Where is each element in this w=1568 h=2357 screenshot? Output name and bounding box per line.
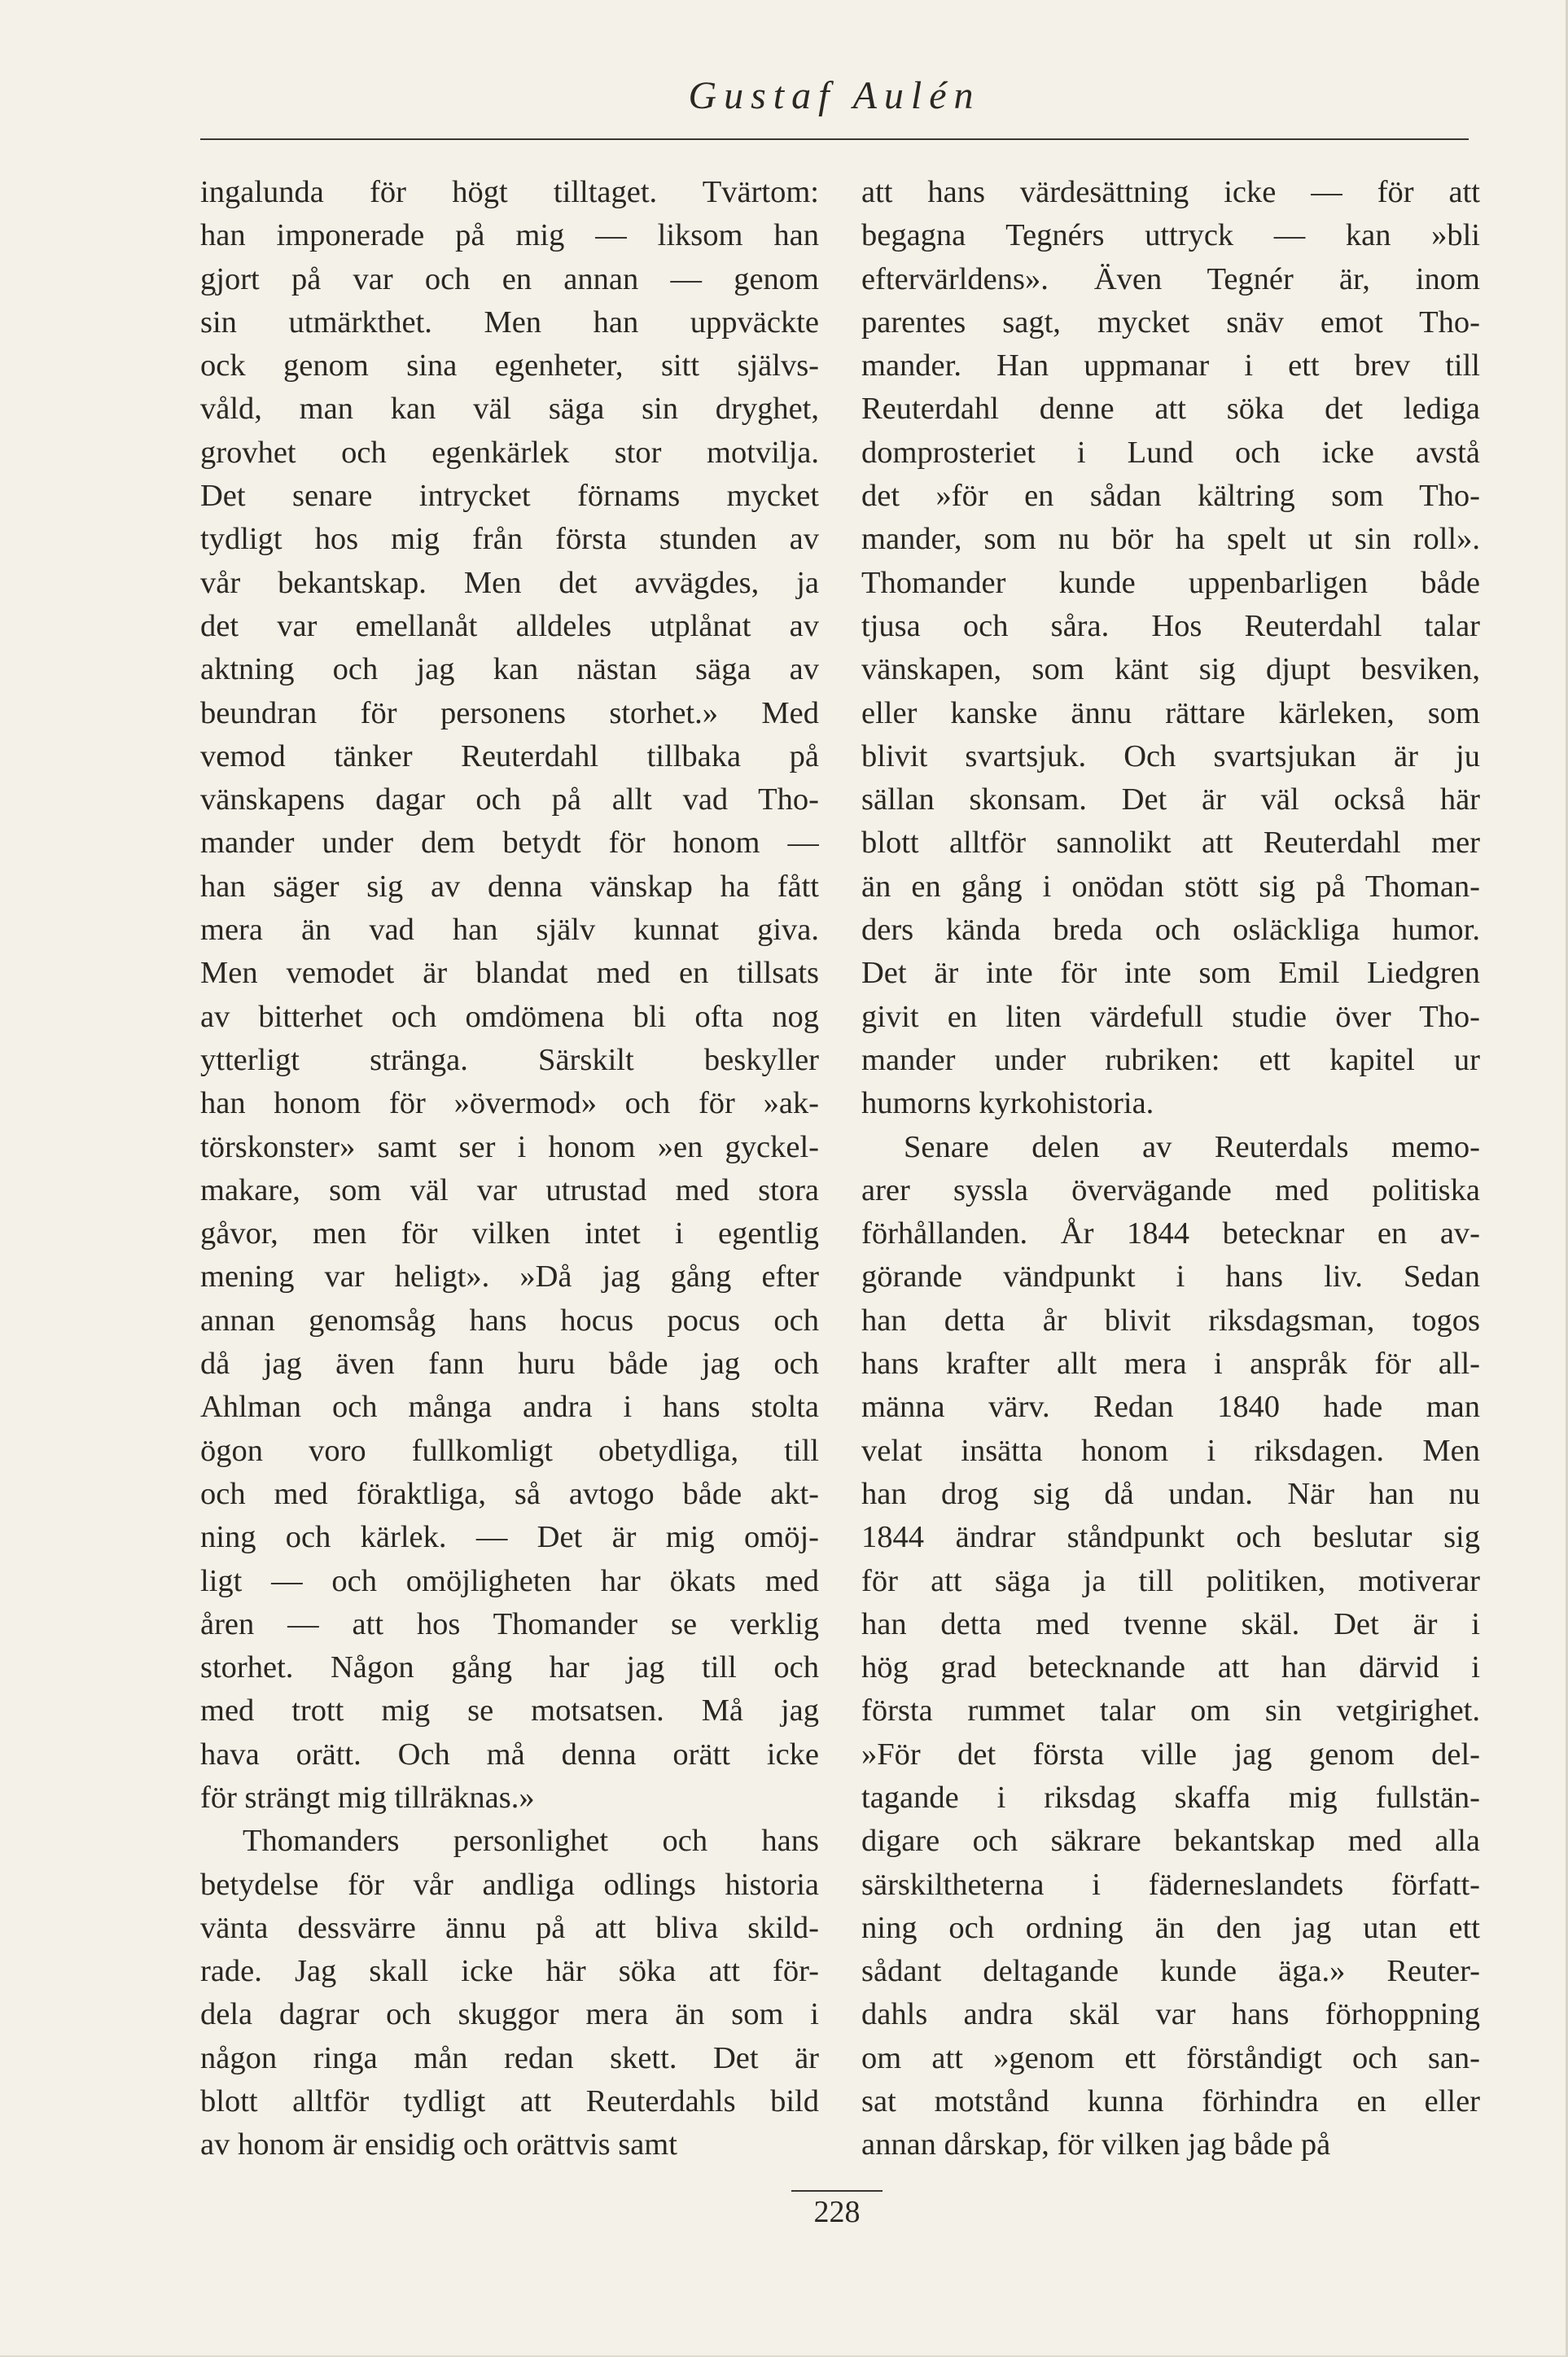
text-line: vänta dessvärre ännu på att bliva skild- <box>200 1910 819 1945</box>
text-line: Men vemodet är blandat med en tillsats <box>200 956 819 991</box>
text-line: humorns kyrkohistoria. <box>861 1086 1154 1121</box>
text-line: gjort på var och en annan — genom <box>200 261 819 296</box>
text-line: makare, som väl var utrustad med stora <box>200 1172 819 1207</box>
text-line: grovhet och egenkärlek stor motvilja. <box>200 435 819 470</box>
text-line: han säger sig av denna vänskap ha fått <box>200 869 819 904</box>
text-line: ock genom sina egenheter, sitt självs- <box>200 348 819 383</box>
page-number: 228 <box>791 2190 883 2232</box>
text-line: hans krafter allt mera i anspråk för all- <box>861 1347 1480 1382</box>
text-line: av honom är ensidig och orättvis samt <box>200 2127 677 2162</box>
text-line: dahls andra skäl var hans förhoppning <box>861 1997 1480 2032</box>
text-line: parentes sagt, mycket snäv emot Tho- <box>861 304 1480 340</box>
text-line: det var emellanåt alldeles utplånat av <box>200 608 819 643</box>
text-line: än en gång i onödan stött sig på Thoman- <box>861 869 1480 904</box>
text-line: ytterligt stränga. Särskilt beskyller <box>200 1042 819 1077</box>
text-line: Thomander kunde uppenbarligen både <box>861 565 1480 600</box>
text-line: arer syssla övervägande med politiska <box>861 1172 1480 1207</box>
text-line: tjusa och såra. Hos Reuterdahl talar <box>861 608 1480 643</box>
text-line: han detta med tvenne skäl. Det är i <box>861 1606 1480 1641</box>
text-line: vemod tänker Reuterdahl tillbaka på <box>200 738 819 773</box>
text-line: storhet. Någon gång har jag till och <box>200 1650 819 1685</box>
text-line: mander, som nu bör ha spelt ut sin roll». <box>861 522 1480 557</box>
text-line: betydelse för vår andliga odlings historia <box>200 1867 819 1902</box>
text-line: blivit svartsjuk. Och svartsjukan är ju <box>861 738 1480 773</box>
text-line: rade. Jag skall icke här söka att för- <box>200 1954 819 1989</box>
text-line: digare och säkrare bekantskap med alla <box>861 1824 1480 1859</box>
text-line: vår bekantskap. Men det avvägdes, ja <box>200 565 819 600</box>
text-line: våld, man kan väl säga sin dryghet, <box>200 392 819 427</box>
text-line: 1844 ändrar ståndpunkt och beslutar sig <box>861 1520 1480 1555</box>
text-line: och med föraktliga, så avtogo både akt- <box>200 1476 819 1511</box>
text-line: domprosteriet i Lund och icke avstå <box>861 435 1480 470</box>
text-line: ingalunda för högt tilltaget. Tvärtom: <box>200 175 819 209</box>
text-line: annan genomsåg hans hocus pocus och <box>200 1303 819 1338</box>
text-line: hög grad betecknande att han därvid i <box>861 1650 1480 1685</box>
text-line: dela dagrar och skuggor mera än som i <box>200 1997 819 2032</box>
text-line: då jag även fann huru både jag och <box>200 1347 819 1382</box>
text-line: görande vändpunkt i hans liv. Sedan <box>861 1260 1480 1295</box>
text-line: särskiltheterna i fäderneslandets författ- <box>861 1867 1480 1902</box>
text-line: för strängt mig tillräknas.» <box>200 1780 535 1815</box>
text-line: han honom för »övermod» och för »ak- <box>200 1086 819 1121</box>
left-column <box>200 171 819 2167</box>
text-line: ögon voro fullkomligt obetydliga, till <box>200 1433 819 1468</box>
text-line: det »för en sådan kältring som Tho- <box>861 479 1480 514</box>
text-line: blott alltför tydligt att Reuterdahls bild <box>200 2084 819 2119</box>
text-line: Ahlman och många andra i hans stolta <box>200 1390 819 1425</box>
text-line: med trott mig se motsatsen. Må jag <box>200 1693 819 1728</box>
text-line: mening var heligt». »Då jag gång efter <box>200 1260 819 1295</box>
text-line: vänskapen, som känt sig djupt besviken, <box>861 652 1480 687</box>
text-line: han detta år blivit riksdagsman, togos <box>861 1303 1480 1338</box>
text-line: mander under rubriken: ett kapitel ur <box>861 1042 1480 1077</box>
text-line: mander under dem betydt för honom — <box>200 826 819 861</box>
text-line: Reuterdahl denne att söka det lediga <box>861 392 1480 427</box>
text-line: av bitterhet och omdömena bli ofta nog <box>200 999 819 1034</box>
text-line: han drog sig då undan. När han nu <box>861 1476 1480 1511</box>
running-title: Gustaf Aulén <box>688 74 981 117</box>
text-line: velat insätta honom i riksdagen. Men <box>861 1433 1480 1468</box>
text-line: sådant deltagande kunde äga.» Reuter- <box>861 1954 1480 1989</box>
text-line: vänskapens dagar och på allt vad Tho- <box>200 782 819 817</box>
text-line: ning och kärlek. — Det är mig omöj- <box>200 1520 819 1555</box>
text-line: ders kända breda och osläckliga humor. <box>861 913 1480 948</box>
text-line: eftervärldens». Även Tegnér är, inom <box>861 261 1480 296</box>
text-line: Senare delen av Reuterdals memo- <box>904 1129 1480 1164</box>
text-line: att hans värdesättning icke — för att <box>861 175 1480 209</box>
text-line: männa värv. Redan 1840 hade man <box>861 1390 1480 1425</box>
text-line: Thomanders personlighet och hans <box>243 1824 819 1859</box>
running-head <box>200 57 1469 140</box>
text-line: ning och ordning än den jag utan ett <box>861 1910 1480 1945</box>
text-line: första rummet talar om sin vetgirighet. <box>861 1693 1480 1728</box>
text-line: gåvor, men för vilken intet i egentlig <box>200 1216 819 1251</box>
text-line: törskonster» samt ser i honom »en gyckel- <box>200 1129 819 1164</box>
text-line: givit en liten värdefull studie över Tho- <box>861 999 1480 1034</box>
text-line: någon ringa mån redan skett. Det är <box>200 2040 819 2075</box>
text-line: mera än vad han själv kunnat giva. <box>200 913 819 948</box>
text-line: »För det första ville jag genom del- <box>861 1737 1480 1772</box>
text-line: beundran för personens storhet.» Med <box>200 695 819 730</box>
text-line: aktning och jag kan nästan säga av <box>200 652 819 687</box>
text-line: om att »genom ett förståndigt och san- <box>861 2040 1480 2075</box>
text-line: sällan skonsam. Det är väl också här <box>861 782 1480 817</box>
text-line: tydligt hos mig från första stunden av <box>200 522 819 557</box>
text-line: ligt — och omöjligheten har ökats med <box>200 1563 819 1598</box>
text-line: han imponerade på mig — liksom han <box>200 218 819 253</box>
right-column <box>861 171 1480 2167</box>
text-line: annan dårskap, för vilken jag både på <box>861 2127 1331 2162</box>
text-line: tagande i riksdag skaffa mig fullstän- <box>861 1780 1480 1815</box>
text-line: mander. Han uppmanar i ett brev till <box>861 348 1480 383</box>
text-line: sin utmärkthet. Men han uppväckte <box>200 304 819 340</box>
text-line: för att säga ja till politiken, motiverar <box>861 1563 1480 1598</box>
text-line: blott alltför sannolikt att Reuterdahl mer <box>861 826 1480 861</box>
text-line: sat motstånd kunna förhindra en eller <box>861 2084 1480 2119</box>
text-line: Det är inte för inte som Emil Liedgren <box>861 956 1480 991</box>
text-line: Det senare intrycket förnams mycket <box>200 479 819 514</box>
text-line: begagna Tegnérs uttryck — kan »bli <box>861 218 1480 253</box>
text-line: hava orätt. Och må denna orätt icke <box>200 1737 819 1772</box>
text-line: förhållanden. År 1844 betecknar en av- <box>861 1216 1480 1251</box>
text-line: åren — att hos Thomander se verklig <box>200 1606 819 1641</box>
text-line: eller kanske ännu rättare kärleken, som <box>861 695 1480 730</box>
